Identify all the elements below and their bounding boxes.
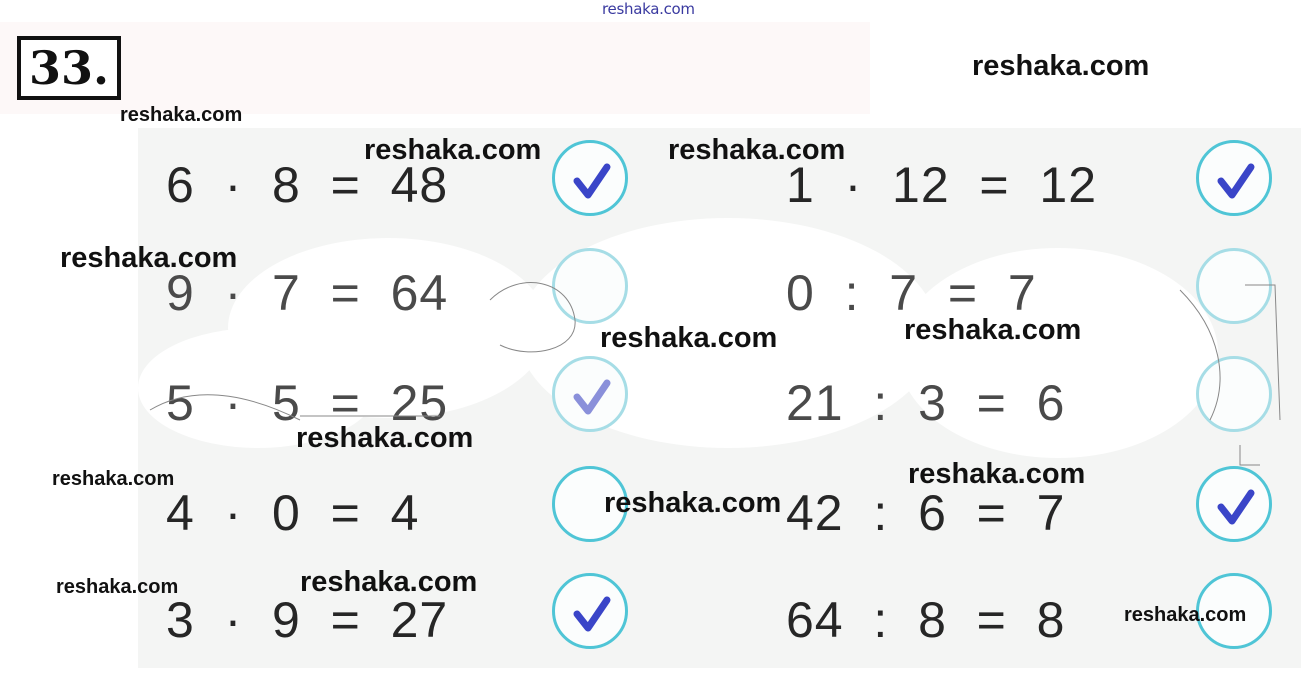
watermark: reshaka.com [604, 487, 782, 519]
left-equation-4: 4 · 0 = 4 [166, 485, 420, 541]
right-equation-3: 21 : 3 = 6 [786, 375, 1066, 431]
watermark: reshaka.com [364, 134, 542, 166]
watermark: reshaka.com [972, 50, 1150, 82]
watermark: reshaka.com [668, 134, 846, 166]
right-equation-4: 42 : 6 = 7 [786, 485, 1066, 541]
left-equation-2: 9 · 7 = 64 [166, 265, 449, 321]
top-watermark: reshaka.com [602, 0, 695, 18]
watermark: reshaka.com [120, 104, 243, 126]
watermark: reshaka.com [60, 242, 238, 274]
watermark: reshaka.com [600, 322, 778, 354]
watermark: reshaka.com [904, 314, 1082, 346]
left-equation-3: 5 · 5 = 25 [166, 375, 449, 431]
watermark: reshaka.com [908, 458, 1086, 490]
right-equation-5: 64 : 8 = 8 [786, 592, 1066, 648]
watermark: reshaka.com [1124, 604, 1247, 626]
right-equation-2: 0 : 7 = 7 [786, 265, 1037, 321]
exercise-number: 33. [17, 36, 121, 100]
left-equation-5: 3 · 9 = 27 [166, 592, 449, 648]
watermark: reshaka.com [52, 468, 175, 490]
right-equation-1: 1 · 12 = 12 [786, 157, 1098, 213]
watermark: reshaka.com [300, 566, 478, 598]
watermark: reshaka.com [56, 576, 179, 598]
watermark: reshaka.com [296, 422, 474, 454]
left-equation-1: 6 · 8 = 48 [166, 157, 449, 213]
